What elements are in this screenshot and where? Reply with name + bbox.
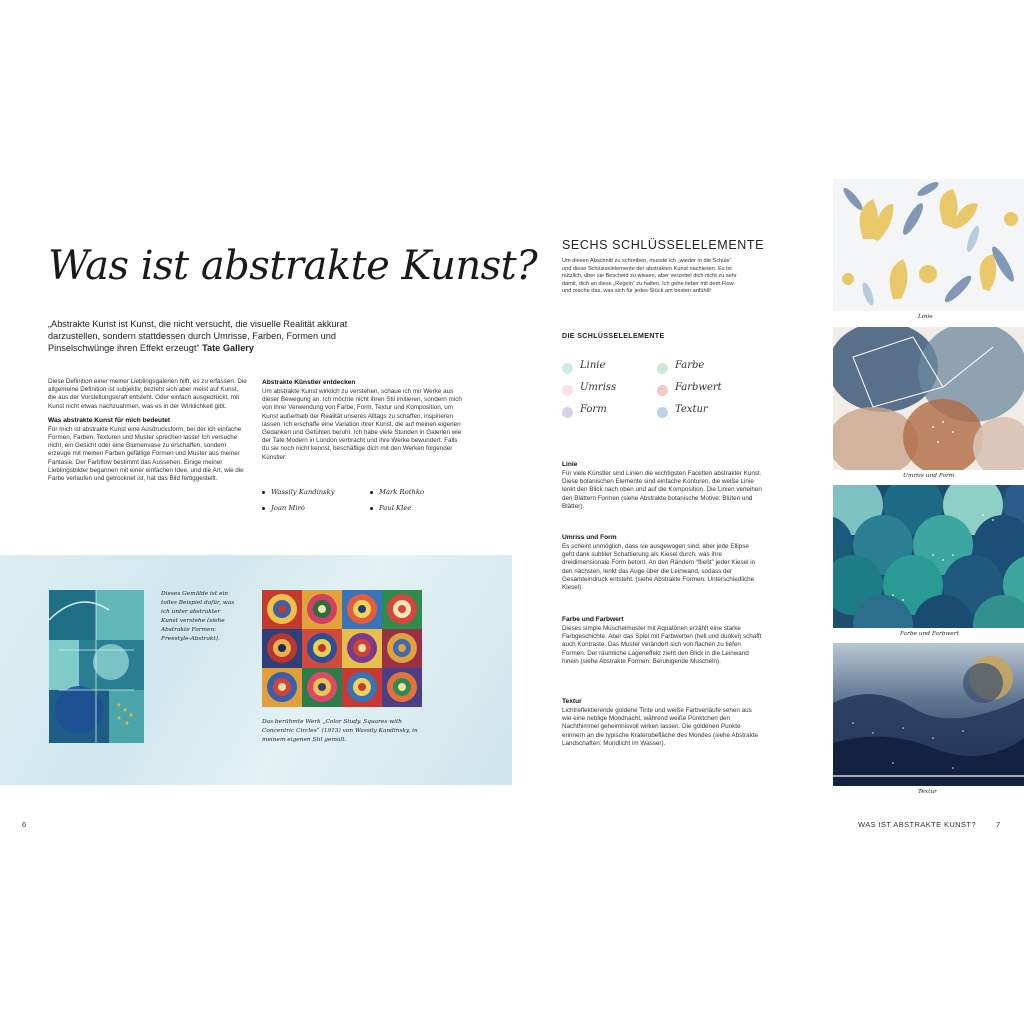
- image-label: Textur: [918, 789, 937, 795]
- element-label: Farbwert: [675, 382, 722, 393]
- section-text: Lichtreflektierende goldene Tinte und weiße Farbverläufe sehen aus wie eine neblige Mondnacht, während weiße Pünktchen den Nachthimmel geheimnisvoll wirken lassen. Die goldenen Punkte erinnern an die typische Kraterobefläche des Mondes (siehe Abstrakte Landschaften: Mondlicht im Wasser).: [562, 707, 759, 747]
- quote: [48, 318, 348, 355]
- element-swatch: [562, 385, 573, 396]
- section-heading: Farbe und Farbwert: [562, 616, 624, 623]
- element-label: Linie: [580, 360, 606, 371]
- umriss-form-image: [833, 327, 1024, 470]
- left-column: [48, 378, 248, 488]
- section-heading: Linie: [562, 461, 578, 468]
- artist-item: Mark Rothko: [370, 488, 424, 496]
- right-column: [262, 378, 462, 467]
- element-label: Form: [580, 404, 607, 415]
- element-swatch: [562, 407, 573, 418]
- elements-list: [562, 360, 762, 430]
- section-heading: Textur: [562, 698, 582, 705]
- section-linie: [562, 460, 762, 511]
- element-label: Farbe: [675, 360, 705, 371]
- kandinsky-caption: Das berühmte Werk „Color Study. Squares with Concentric Circles“ (1913) von Wassily Kandinsky, in meinem eigenen Stil gemalt.: [262, 719, 418, 743]
- intro-text: Um diesen Abschnitt zu schreiben, musste ich „wieder in die Schule“ und diese Schlüsselelemente der abstrakten Kunst nachlesen. Es ist nützlich, über sie Bescheid zu wissen, aber verzettel dich nicht zu sehr damit, dich an diese „Regeln“ zu halten. Ich gehe lieber mit dem Flow und mache das, was sich für jedes Stück am besten anfühlt!: [562, 258, 737, 295]
- section-heading: Abstrakte Künstler entdecken: [262, 379, 356, 386]
- image-label: Umriss und Form: [903, 473, 955, 479]
- linie-image: [833, 179, 1024, 311]
- section-umriss-form: [562, 533, 762, 592]
- intro-paragraph: Diese Definition einer meiner Lieblingsgalerien hilft, es zu erfassen. Die allgemeine Definition ist subjektiv, bezieht sich aber meist auf Kunst, die aus der Vorstellungskraft entsteht. Oder einfach ausgedrückt, mit Kunst nicht etwas nachzuahmen, was es in der Wirklichkeit gibt.: [48, 378, 247, 410]
- element-swatch: [562, 363, 573, 374]
- section-text: Für viele Künstler sind Linien die wichtigsten Facetten abstrakter Kunst. Diese botanischen Elemente sind einfache Konturen, die weiße Linie lenkt den Blick nach oben und auf die Komposition. Die Linien verleihen den Blättern Formen (siehe Abstrakte botanische Motive: Blüten und Blätter).: [562, 470, 762, 510]
- element-label: Umriss: [580, 382, 617, 393]
- painting-caption: Dieses Gemälde ist ein tolles Beispiel dafür, was ich unter abstrakter Kunst verstehe (siehe Abstrakte Formen: Freestyle-Abstrakt).: [161, 591, 235, 642]
- section-text: Dieses simple Muschelmuster mit Aquatönen erzählt eine starke Farbgeschichte. Aber das Spiel mit Farbwerten (hell und dunkel) schafft auch Kontraste. Das Muster verändert sich von flachen zu tiefen Formen. Der räumliche Lageneffekt zieht den Blick in die Leinwand hinein (siehe Abstrakte Formen: Beruhigende Muscheln).: [562, 625, 762, 665]
- abstract-painting-image: [49, 590, 144, 743]
- running-title: WAS IST ABSTRAKTE KUNST?: [858, 820, 976, 829]
- textur-image: [833, 643, 1024, 786]
- quote-text: „Abstrakte Kunst ist Kunst, die nicht versucht, die visuelle Realität akkurat darzustellen, sondern stattdessen durch Umrisse, Farben, Formen und Pinselschwünge ihren Effekt erzeugt“: [48, 319, 348, 354]
- element-swatch: [657, 363, 668, 374]
- artist-item: Wassily Kandinsky: [262, 488, 335, 496]
- artist-item: Paul Klee: [370, 504, 411, 512]
- page-number-left: 6: [22, 820, 27, 829]
- image-label: Farbe und Farbwert: [900, 631, 959, 637]
- farbe-farbwert-image: [833, 485, 1024, 628]
- artist-item: Joan Miró: [262, 504, 305, 512]
- section-textur: [562, 697, 762, 748]
- image-label: Linie: [918, 314, 933, 320]
- element-label: Textur: [675, 404, 708, 415]
- page-title: Was ist abstrakte Kunst?: [48, 243, 538, 289]
- element-swatch: [657, 385, 668, 396]
- artists-paragraph: Um abstrakte Kunst wirklich zu verstehen, schaue ich mir Werke aus dieser Bewegung an. Ich möchte nicht ihren Stil imitieren, sondern mich von ihrer Verwendung von Farbe, Form, Textur und Komposition, um Kunst außerhalb der Realität unseres Alltags zu schaffen, inspirieren lassen. Ich erschaffe eine Variation ihrer Kunst, die auf meinen eigenen Gedanken und Gefühlen beruht. Ich habe viele Stunden in Galerien wie der Tate Modern in London verbracht und ihre Werke bewundert. Falls du sie noch nicht kennst, beschäftige dich mit den Werken folgender Künstler:: [262, 388, 462, 461]
- section-heading: Was abstrakte Kunst für mich bedeutet: [48, 416, 171, 424]
- section-title: SECHS SCHLÜSSELELEMENTE: [562, 238, 765, 252]
- meaning-paragraph: Für mich ist abstrakte Kunst eine Ausdrucksform, bei der ich einfache Formen, Farben, Texturen und Muster sprechen lasse! Ich versuche nicht, ein Gesicht oder eine Blumenvase zu erschaffen, sondern erzeuge mit meinen Farben gefällige Formen und Muster aus meiner Fantasie. Der Farbflow bestimmt das Aussehen. Einige meiner Lieblingsbilder begannen mit einer einfachen Idee, und die Art, wie die Farbe verlaufen und getrocknet ist, hat das Bild fertiggestellt.: [48, 425, 244, 483]
- quote-source: Tate Gallery: [202, 343, 254, 354]
- kandinsky-study-image: [262, 590, 422, 707]
- section-farbe-farbwert: [562, 615, 762, 666]
- section-text: Es scheint unmöglich, dass sie ausgewogen sind, aber jede Ellipse geht dank subtiler Schattierung als Kiesel durch, was ihre dreidimensionale Form betont. An den Rändern “fließt” jeder Kiesel in den nächsten, lenkt das Auge über die Leinwand, sodass der Gesamteindruck entsteht. (siehe Abstrakte Formen: Unterschiedliche Kiesel).: [562, 543, 756, 592]
- section-heading: Umriss und Form: [562, 534, 617, 541]
- element-swatch: [657, 407, 668, 418]
- page-number-right: 7: [996, 820, 1001, 829]
- elements-heading: DIE SCHLÜSSELELEMENTE: [562, 333, 665, 340]
